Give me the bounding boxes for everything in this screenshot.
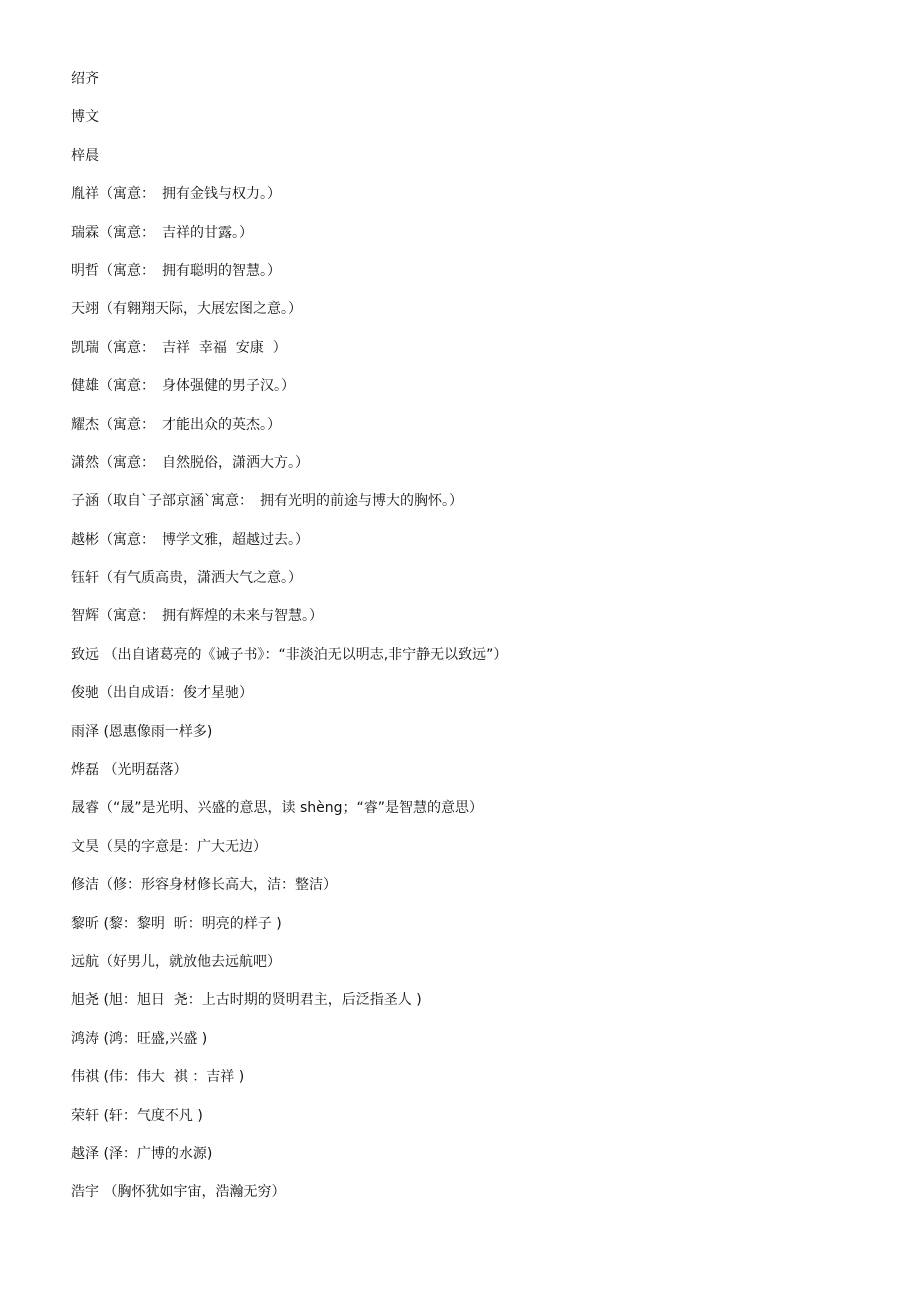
name-entry: 浩宇 （胸怀犹如宇宙，浩瀚无穷） xyxy=(71,1184,286,1201)
name-entry: 天翊（有翱翔天际，大展宏图之意。） xyxy=(71,301,302,318)
name-entry: 潇然（寓意： 自然脱俗，潇洒大方。） xyxy=(71,454,309,471)
name-entry: 俊驰（出自成语：俊才星驰） xyxy=(71,685,253,702)
name-entry: 健雄（寓意： 身体强健的男子汉。） xyxy=(71,378,295,395)
name-entry: 雨泽 (恩惠像雨一样多) xyxy=(71,723,213,740)
name-entry: 越泽 (泽：广博的水源) xyxy=(71,1145,213,1162)
name-entry: 旭尧 (旭：旭日 尧：上古时期的贤明君主，后泛指圣人 ) xyxy=(71,992,422,1009)
name-entry: 晟睿（“晟”是光明、兴盛的意思，读 shèng；“睿”是智慧的意思） xyxy=(71,800,484,817)
name-entry: 伟祺 (伟：伟大 祺 ：吉祥 ) xyxy=(71,1069,245,1086)
name-entry: 远航（好男儿，就放他去远航吧） xyxy=(71,953,281,970)
name-entry: 钰轩（有气质高贵，潇洒大气之意。） xyxy=(71,570,302,587)
name-entry: 致远 （出自诸葛亮的《诫子书》：“非淡泊无以明志,非宁静无以致远”） xyxy=(71,646,508,663)
name-entry: 胤祥（寓意： 拥有金钱与权力。） xyxy=(71,186,281,203)
name-entry: 修洁（修：形容身材修长高大，洁：整洁） xyxy=(71,877,337,894)
name-entry: 子涵（取自`子部京涵`寓意： 拥有光明的前途与博大的胸怀。） xyxy=(71,493,463,510)
name-entry: 越彬（寓意： 博学文雅，超越过去。） xyxy=(71,531,309,548)
name-entry: 烨磊 （光明磊落） xyxy=(71,762,188,779)
name-entry: 荣轩 (轩：气度不凡 ) xyxy=(71,1107,203,1124)
name-entry: 梓晨 xyxy=(71,147,99,164)
name-entry: 智辉（寓意： 拥有辉煌的未来与智慧。） xyxy=(71,608,323,625)
name-entry: 耀杰（寓意： 才能出众的英杰。） xyxy=(71,416,281,433)
name-entry: 鸿涛 (鸿：旺盛,兴盛 ) xyxy=(71,1030,208,1047)
name-entry: 凯瑞（寓意： 吉祥 幸福 安康 ） xyxy=(71,339,287,356)
name-entry: 黎昕 (黎：黎明 昕：明亮的样子 ) xyxy=(71,915,282,932)
name-entry: 文昊（昊的字意是：广大无边） xyxy=(71,838,267,855)
name-entry: 明哲（寓意： 拥有聪明的智慧。） xyxy=(71,262,281,279)
name-entry: 博文 xyxy=(71,109,99,126)
name-entry: 绍齐 xyxy=(71,71,99,87)
name-list xyxy=(71,68,507,1220)
name-entry: 瑞霖（寓意： 吉祥的甘露。） xyxy=(71,224,253,241)
